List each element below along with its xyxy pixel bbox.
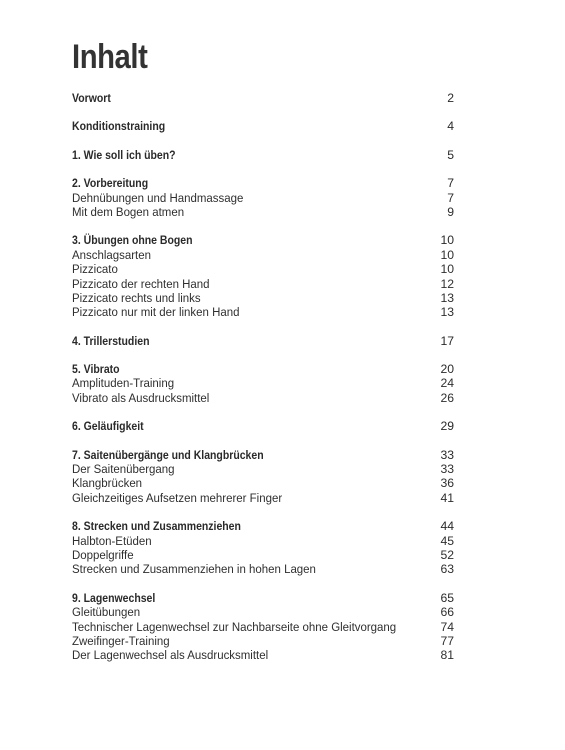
chapter-title: 1. Wie soll ich üben? xyxy=(72,147,176,162)
toc-chapter-heading xyxy=(72,419,454,433)
entry-title: Mit dem Bogen atmen xyxy=(72,204,185,219)
entry-title: Technischer Lagenwechsel zur Nachbarseite ohne Gleitvorgang xyxy=(72,619,397,634)
entry-title: Vibrato als Ausdrucksmittel xyxy=(72,390,210,405)
page-number: 77 xyxy=(440,633,454,648)
entry-title: Gleitübungen xyxy=(72,605,141,620)
toc-entry xyxy=(72,248,454,262)
toc-entry xyxy=(72,634,454,648)
entry-title: Amplituden-Training xyxy=(72,376,175,391)
toc-entry xyxy=(72,291,454,305)
chapter-title: 3. Übungen ohne Bogen xyxy=(72,233,193,248)
entry-title: Zweifinger-Training xyxy=(72,633,170,648)
entry-title: Gleichzeitiges Aufsetzen mehrerer Finger xyxy=(72,490,283,505)
toc-entry xyxy=(72,534,454,548)
entry-title: Doppelgriffe xyxy=(72,547,134,562)
page-number: 13 xyxy=(440,290,454,305)
entry-title: Der Lagenwechsel als Ausdrucksmittel xyxy=(72,648,269,663)
toc-entry xyxy=(72,620,454,634)
page-number: 10 xyxy=(440,233,454,248)
page-number: 74 xyxy=(440,619,454,634)
page-number: 7 xyxy=(447,176,454,191)
page-number: 36 xyxy=(440,476,454,491)
page-number: 24 xyxy=(440,376,454,391)
chapter-title: Konditionstraining xyxy=(72,119,166,134)
toc-chapter-heading xyxy=(72,519,454,533)
page-title: Inhalt xyxy=(72,38,148,76)
toc-entry xyxy=(72,262,454,276)
chapter-title: 9. Lagenwechsel xyxy=(72,590,156,605)
page-number: 81 xyxy=(440,648,454,663)
toc-section xyxy=(72,591,454,663)
entry-title: Pizzicato der rechten Hand xyxy=(72,276,210,291)
chapter-title: 5. Vibrato xyxy=(72,362,120,377)
entry-title: Pizzicato xyxy=(72,262,118,277)
page-number: 41 xyxy=(440,490,454,505)
chapter-title: 6. Geläufigkeit xyxy=(72,419,144,434)
toc-section xyxy=(72,148,454,162)
page-number: 33 xyxy=(440,447,454,462)
toc-entry xyxy=(72,548,454,562)
toc-section xyxy=(72,176,454,219)
page-number: 20 xyxy=(440,362,454,377)
entry-title: Strecken und Zusammenziehen in hohen Lagen xyxy=(72,562,316,577)
toc-section xyxy=(72,519,454,577)
page-number: 5 xyxy=(447,147,454,162)
entry-title: Pizzicato rechts und links xyxy=(72,290,201,305)
chapter-title: 7. Saitenübergänge und Klangbrücken xyxy=(72,447,264,462)
toc-chapter-heading xyxy=(72,591,454,605)
chapter-title: 2. Vorbereitung xyxy=(72,176,149,191)
toc-section xyxy=(72,233,454,319)
page-number: 17 xyxy=(440,333,454,348)
chapter-title: Vorwort xyxy=(72,91,111,105)
page-number: 10 xyxy=(440,247,454,262)
page-number: 4 xyxy=(447,119,454,134)
page-number: 10 xyxy=(440,262,454,277)
page-number: 66 xyxy=(440,605,454,620)
page-number: 2 xyxy=(447,91,454,105)
toc-entry xyxy=(72,491,454,505)
toc-entry xyxy=(72,605,454,619)
page-number: 26 xyxy=(440,390,454,405)
toc-chapter-heading xyxy=(72,362,454,376)
toc-section xyxy=(72,91,454,105)
toc-chapter-heading xyxy=(72,334,454,348)
page-number: 65 xyxy=(440,590,454,605)
toc-section xyxy=(72,119,454,133)
toc-chapter-heading xyxy=(72,148,454,162)
toc-section xyxy=(72,419,454,433)
toc-chapter-heading xyxy=(72,448,454,462)
page-number: 52 xyxy=(440,547,454,562)
page-number: 44 xyxy=(440,519,454,534)
toc-section xyxy=(72,334,454,348)
toc-section xyxy=(72,362,454,405)
toc-section xyxy=(72,448,454,506)
entry-title: Dehnübungen und Handmassage xyxy=(72,190,244,205)
entry-title: Klangbrücken xyxy=(72,476,143,491)
entry-title: Pizzicato nur mit der linken Hand xyxy=(72,305,240,320)
page-number: 7 xyxy=(447,190,454,205)
toc-chapter-heading xyxy=(72,91,454,105)
toc-entry xyxy=(72,305,454,319)
chapter-title: 4. Trillerstudien xyxy=(72,333,150,348)
table-of-contents xyxy=(72,91,454,677)
chapter-title: 8. Strecken und Zusammenziehen xyxy=(72,519,241,534)
toc-chapter-heading xyxy=(72,119,454,133)
toc-entry xyxy=(72,205,454,219)
entry-title: Anschlagsarten xyxy=(72,247,151,262)
page-number: 45 xyxy=(440,533,454,548)
toc-entry xyxy=(72,277,454,291)
toc-entry xyxy=(72,462,454,476)
page-number: 63 xyxy=(440,562,454,577)
toc-entry xyxy=(72,648,454,662)
page-number: 29 xyxy=(440,419,454,434)
page-number: 9 xyxy=(447,204,454,219)
entry-title: Halbton-Etüden xyxy=(72,533,152,548)
toc-entry xyxy=(72,476,454,490)
toc-entry xyxy=(72,376,454,390)
toc-entry xyxy=(72,391,454,405)
page-number: 33 xyxy=(440,462,454,477)
toc-entry xyxy=(72,191,454,205)
page-number: 12 xyxy=(440,276,454,291)
toc-entry xyxy=(72,562,454,576)
toc-chapter-heading xyxy=(72,176,454,190)
page-number: 13 xyxy=(440,305,454,320)
entry-title: Der Saitenübergang xyxy=(72,462,175,477)
toc-chapter-heading xyxy=(72,233,454,247)
